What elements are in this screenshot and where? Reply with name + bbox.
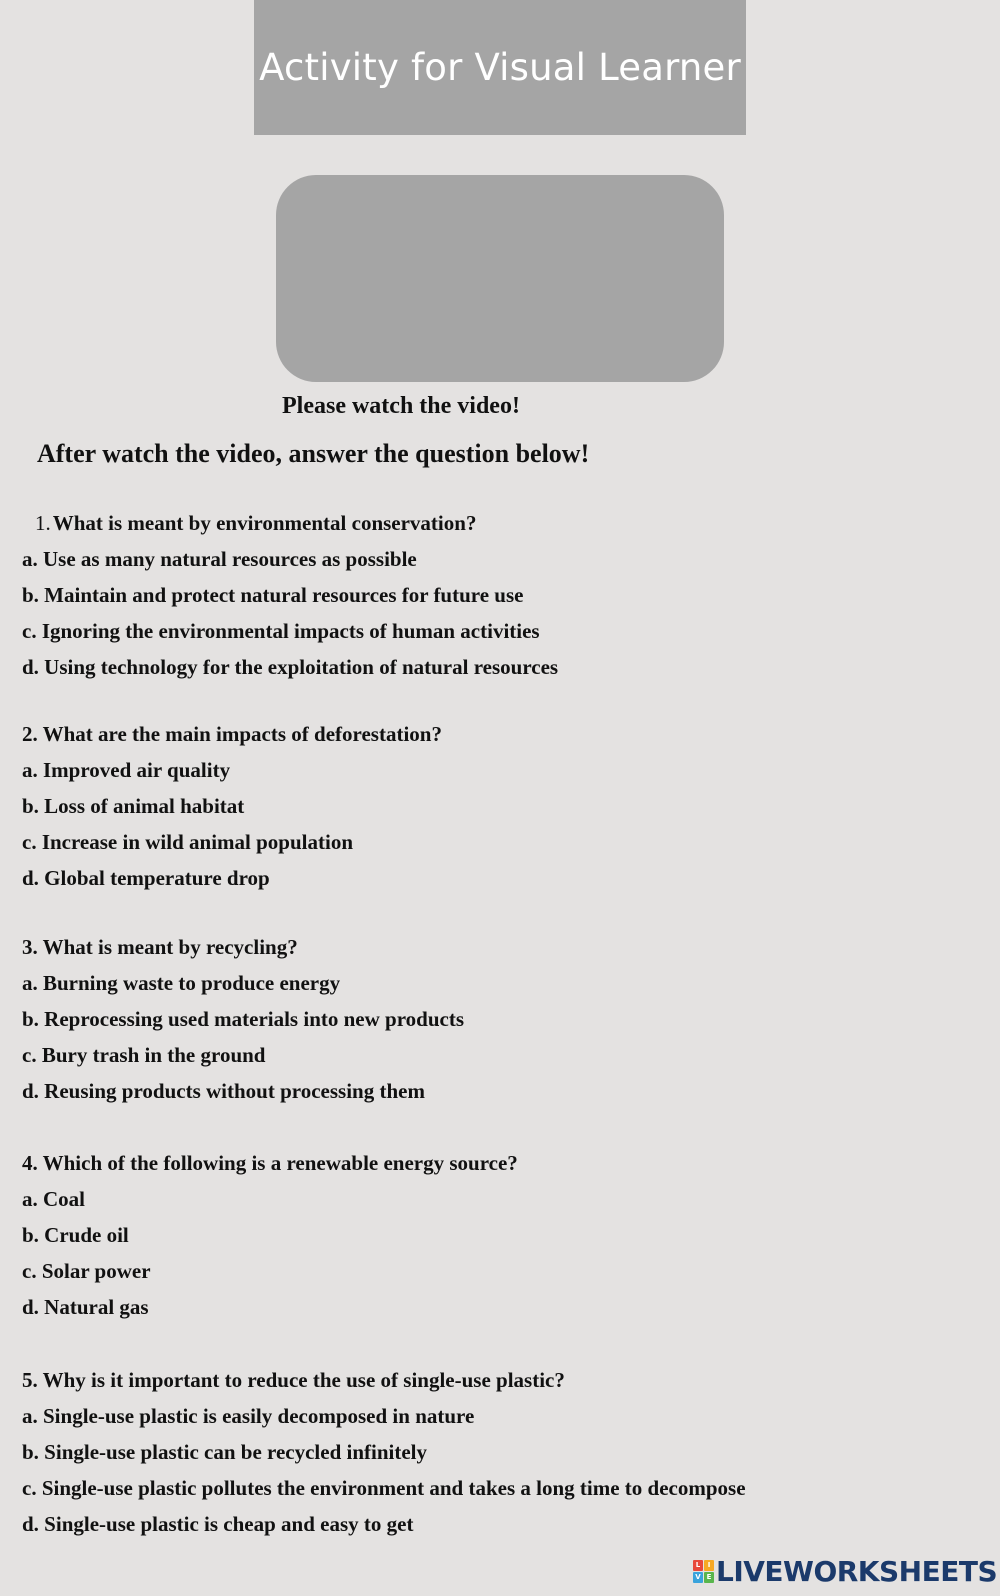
liveworksheets-logo-icon bbox=[693, 1560, 714, 1583]
header-banner bbox=[254, 0, 746, 135]
question-2-option-a[interactable]: a. Improved air quality bbox=[22, 758, 231, 782]
logo-tile-i: I bbox=[704, 1560, 714, 1571]
question-3-option-d[interactable]: d. Reusing products without processing them bbox=[22, 1079, 425, 1103]
question-1 bbox=[35, 510, 476, 536]
page-title: Activity for Visual Learner bbox=[259, 46, 741, 89]
question-4: 4. Which of the following is a renewable energy source? bbox=[22, 1151, 518, 1175]
question-1-option-d[interactable]: d. Using technology for the exploitation of natural resources bbox=[22, 655, 559, 679]
instruction-heading: After watch the video, answer the question below! bbox=[37, 439, 590, 468]
question-3-option-b[interactable]: b. Reprocessing used materials into new products bbox=[22, 1007, 464, 1031]
question-1-option-b[interactable]: b. Maintain and protect natural resources for future use bbox=[22, 583, 524, 607]
question-3-option-c[interactable]: c. Bury trash in the ground bbox=[22, 1043, 266, 1067]
brand-text: LIVEWORKSHEETS bbox=[716, 1554, 998, 1588]
question-1-option-a[interactable]: a. Use as many natural resources as possible bbox=[22, 547, 417, 571]
question-2-option-d[interactable]: d. Global temperature drop bbox=[22, 866, 270, 890]
logo-tile-e: E bbox=[704, 1572, 714, 1583]
question-1-text: What is meant by environmental conservation? bbox=[52, 511, 477, 535]
question-1-number: 1. bbox=[35, 511, 51, 535]
logo-tile-l: L bbox=[693, 1560, 703, 1571]
question-5-option-a[interactable]: a. Single-use plastic is easily decomposed in nature bbox=[22, 1404, 475, 1428]
question-5-option-d[interactable]: d. Single-use plastic is cheap and easy to get bbox=[22, 1512, 414, 1536]
question-5-option-b[interactable]: b. Single-use plastic can be recycled infinitely bbox=[22, 1440, 428, 1464]
question-4-option-b[interactable]: b. Crude oil bbox=[22, 1223, 129, 1247]
video-player[interactable] bbox=[276, 175, 724, 382]
question-4-option-a[interactable]: a. Coal bbox=[22, 1187, 85, 1211]
question-4-option-c[interactable]: c. Solar power bbox=[22, 1259, 151, 1283]
question-3-option-a[interactable]: a. Burning waste to produce energy bbox=[22, 971, 341, 995]
liveworksheets-brand[interactable] bbox=[693, 1556, 997, 1586]
question-1-option-c[interactable]: c. Ignoring the environmental impacts of human activities bbox=[22, 619, 540, 643]
question-2-option-c[interactable]: c. Increase in wild animal population bbox=[22, 830, 353, 854]
video-note: Please watch the video! bbox=[282, 393, 520, 419]
logo-tile-v: V bbox=[693, 1572, 703, 1583]
question-2: 2. What are the main impacts of deforestation? bbox=[22, 722, 442, 746]
question-5: 5. Why is it important to reduce the use of single-use plastic? bbox=[22, 1368, 565, 1392]
question-2-option-b[interactable]: b. Loss of animal habitat bbox=[22, 794, 245, 818]
question-5-option-c[interactable]: c. Single-use plastic pollutes the environment and takes a long time to decompose bbox=[22, 1476, 746, 1500]
question-3: 3. What is meant by recycling? bbox=[22, 935, 298, 959]
question-4-option-d[interactable]: d. Natural gas bbox=[22, 1295, 149, 1319]
